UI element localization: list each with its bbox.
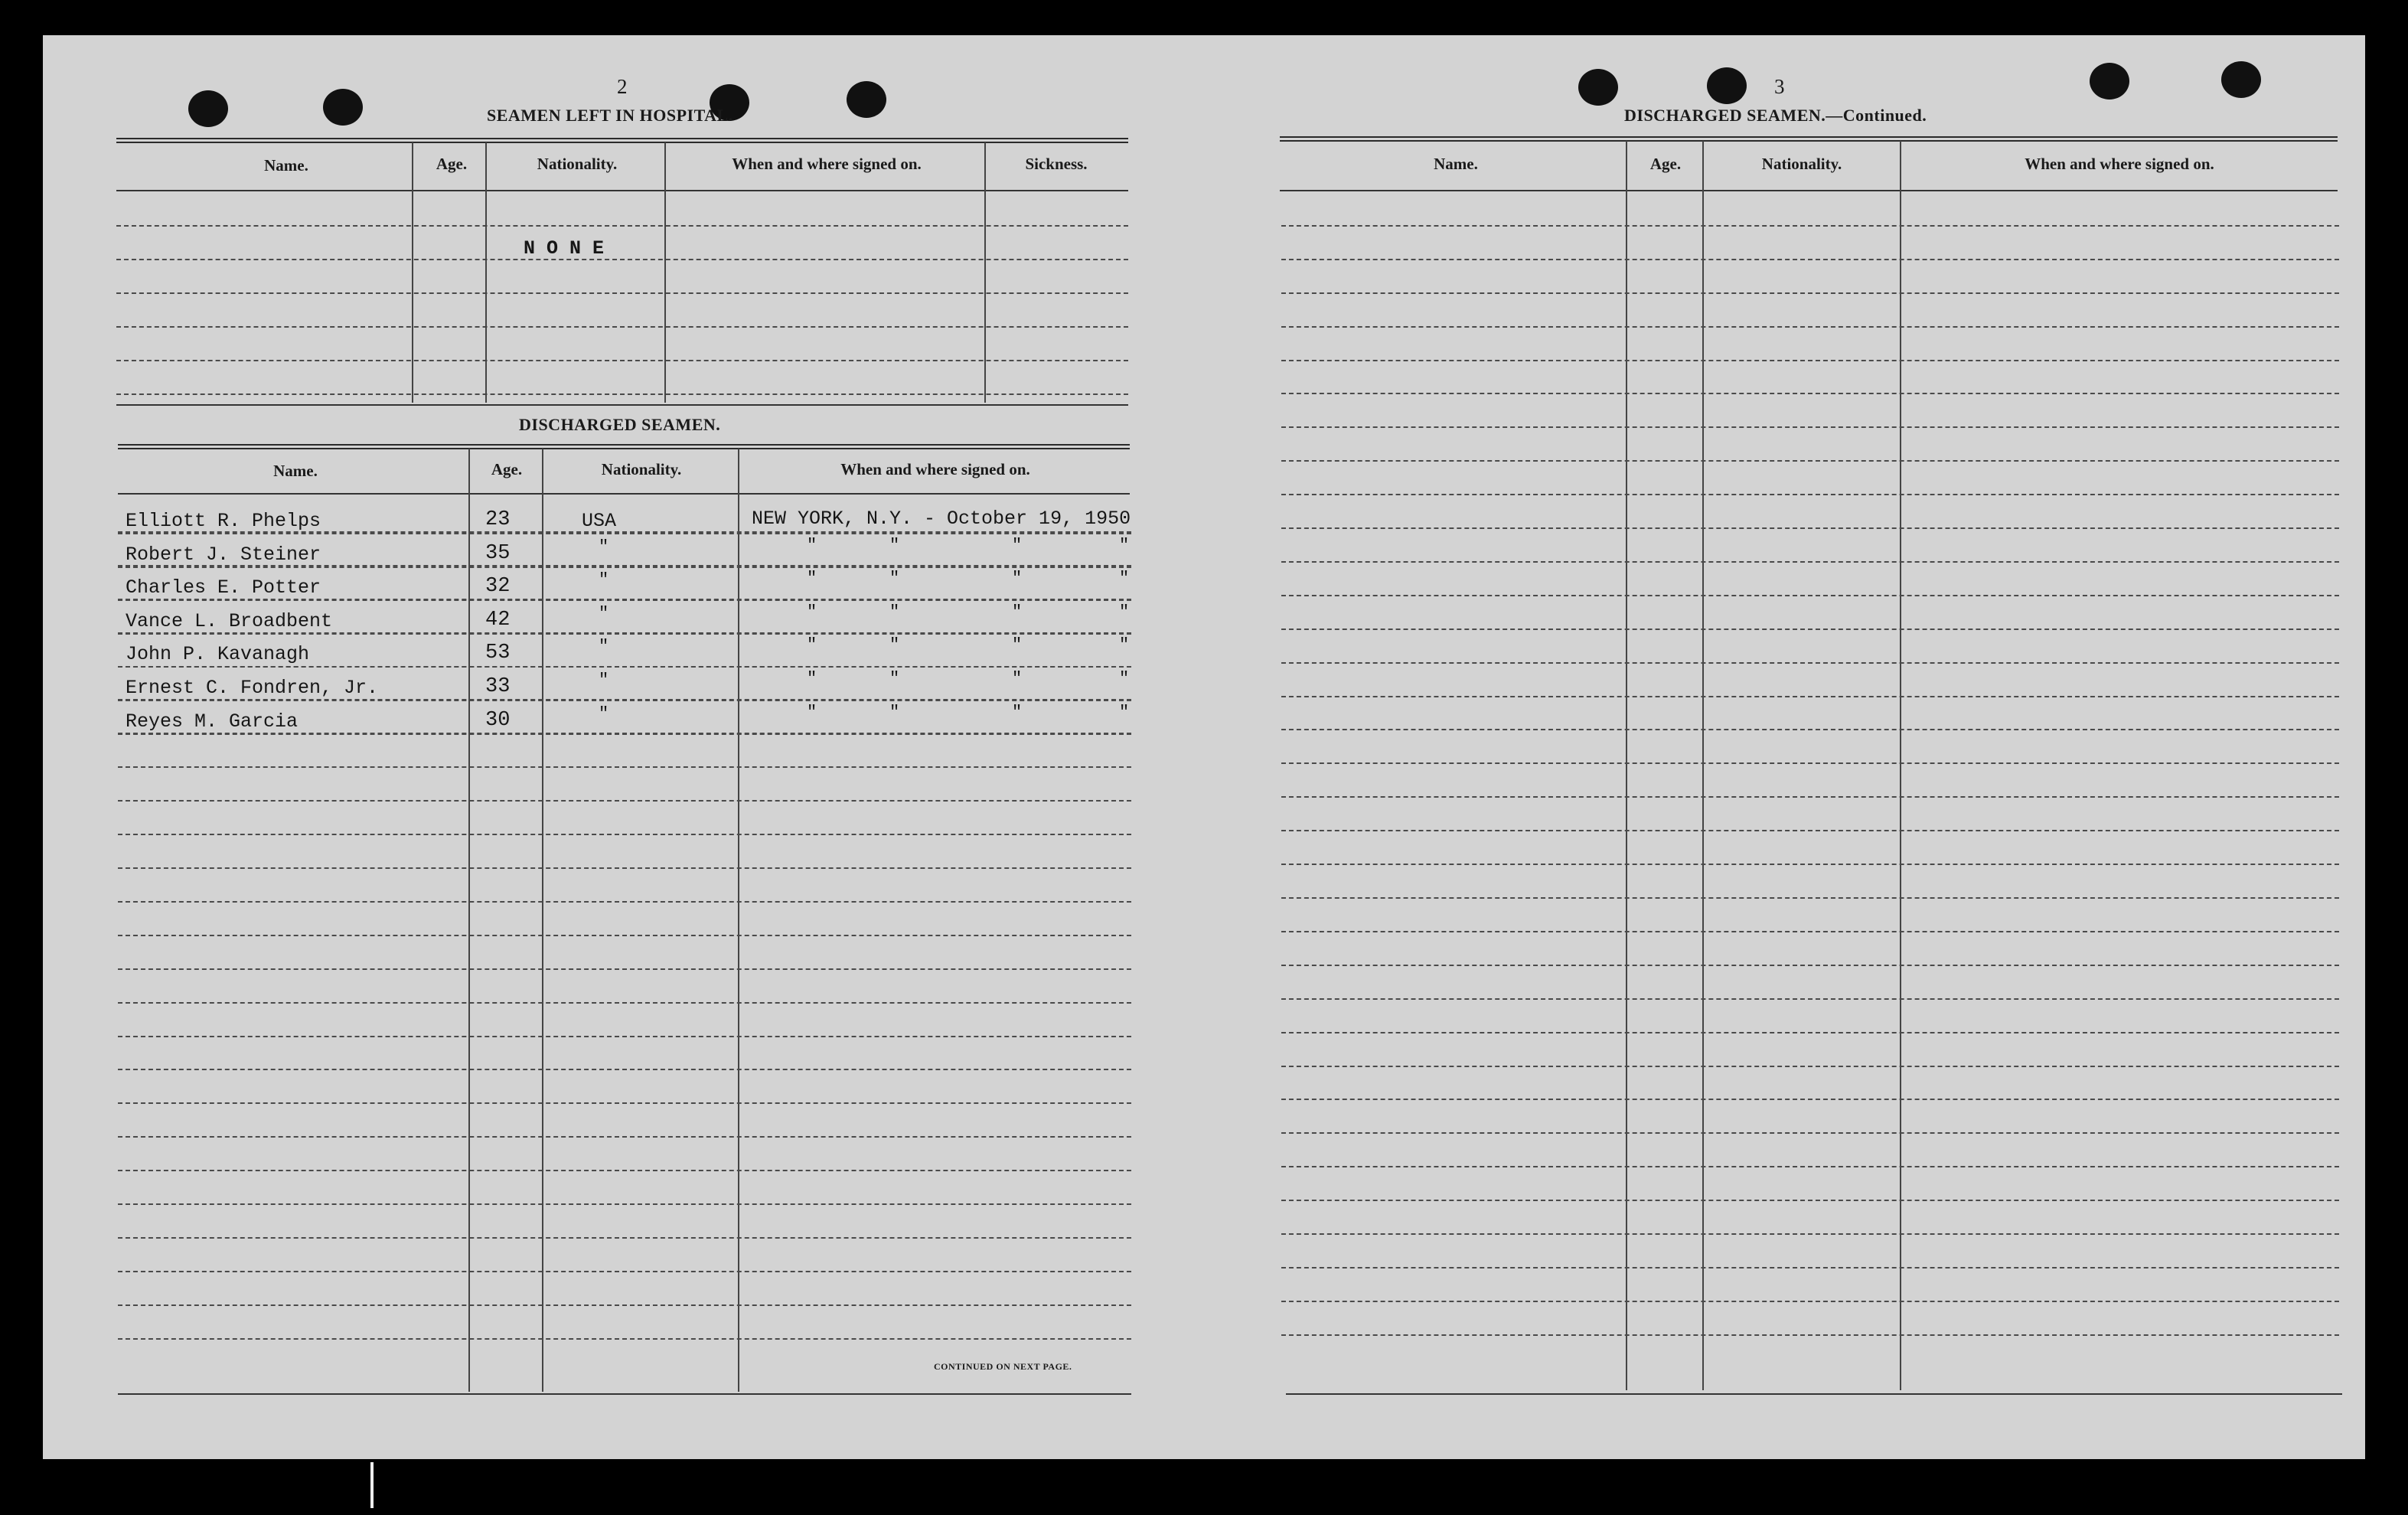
ditto-mark: " bbox=[1012, 569, 1023, 588]
ruled-line bbox=[1281, 796, 2339, 798]
ruled-line bbox=[1281, 1166, 2339, 1167]
ruled-line bbox=[118, 1304, 1131, 1306]
seaman-name: Charles E. Potter bbox=[126, 576, 321, 599]
ruled-line bbox=[1281, 897, 2339, 899]
ditto-mark: " bbox=[1119, 635, 1130, 655]
ruled-line bbox=[1281, 864, 2339, 865]
punch-hole bbox=[2221, 61, 2261, 98]
column-header-signed-on: When and where signed on. bbox=[2025, 155, 2214, 173]
seaman-age: 30 bbox=[485, 709, 511, 732]
ruled-line bbox=[1281, 998, 2339, 1000]
continued-note: CONTINUED ON NEXT PAGE. bbox=[934, 1361, 1072, 1372]
ruled-line bbox=[118, 1102, 1131, 1104]
ditto-mark: " bbox=[1119, 703, 1130, 722]
ruled-line bbox=[1281, 494, 2339, 495]
binding-mark bbox=[370, 1462, 374, 1508]
table-row bbox=[43, 569, 1145, 607]
seaman-nationality: " bbox=[599, 570, 609, 589]
ruled-line bbox=[118, 533, 1131, 534]
ruled-line bbox=[1281, 1233, 2339, 1235]
punch-hole bbox=[2090, 63, 2129, 100]
ditto-mark: " bbox=[889, 536, 900, 555]
seaman-nationality: " bbox=[599, 671, 609, 690]
ruled-line bbox=[1281, 259, 2339, 260]
ruled-line bbox=[1281, 326, 2339, 328]
ditto-mark: " bbox=[807, 703, 817, 722]
header-rule bbox=[118, 493, 1130, 495]
table-row bbox=[43, 536, 1145, 574]
seaman-age: 33 bbox=[485, 675, 511, 698]
double-rule bbox=[1280, 136, 2338, 142]
punch-hole bbox=[1578, 69, 1618, 106]
ruled-line bbox=[118, 834, 1131, 835]
ruled-line bbox=[118, 733, 1131, 735]
ditto-mark: " bbox=[807, 635, 817, 655]
seaman-name: John P. Kavanagh bbox=[126, 643, 310, 665]
ruled-line bbox=[116, 393, 1128, 395]
ruled-line bbox=[1281, 1032, 2339, 1033]
column-divider bbox=[664, 142, 666, 403]
page-number: 2 bbox=[617, 75, 628, 98]
ruled-line bbox=[1281, 1200, 2339, 1201]
ruled-line bbox=[1281, 225, 2339, 227]
ruled-line bbox=[1281, 931, 2339, 932]
ruled-line bbox=[1281, 696, 2339, 697]
ruled-line bbox=[118, 1203, 1131, 1205]
ditto-mark: " bbox=[1119, 669, 1130, 688]
ditto-mark: " bbox=[807, 602, 817, 622]
ruled-line bbox=[118, 800, 1131, 802]
double-rule bbox=[118, 444, 1130, 449]
column-header-signed-on: When and where signed on. bbox=[732, 155, 922, 173]
header-rule bbox=[1280, 190, 2338, 191]
ruled-line bbox=[1281, 1099, 2339, 1100]
bottom-rule bbox=[1286, 1393, 2342, 1395]
section-rule bbox=[116, 404, 1128, 406]
ruled-line bbox=[118, 867, 1131, 869]
ruled-line bbox=[1281, 1132, 2339, 1134]
ruled-line bbox=[116, 259, 1128, 260]
ruled-line bbox=[118, 1338, 1131, 1340]
column-divider bbox=[485, 142, 487, 403]
ditto-mark: " bbox=[1119, 602, 1130, 622]
seaman-nationality: " bbox=[599, 604, 609, 623]
ruled-line bbox=[118, 1036, 1131, 1037]
ditto-mark: " bbox=[1012, 669, 1023, 688]
double-rule bbox=[116, 138, 1128, 143]
seaman-age: 42 bbox=[485, 609, 511, 632]
ruled-line bbox=[116, 225, 1128, 227]
column-header-name: Name. bbox=[273, 462, 318, 480]
ditto-mark: " bbox=[889, 602, 900, 622]
column-header-age: Age. bbox=[491, 460, 523, 478]
ruled-line bbox=[118, 968, 1131, 970]
ditto-mark: " bbox=[1012, 536, 1023, 555]
ruled-line bbox=[1281, 292, 2339, 294]
column-header-sickness: Sickness. bbox=[1025, 155, 1088, 173]
column-header-name: Name. bbox=[1434, 155, 1478, 173]
ruled-line bbox=[1281, 629, 2339, 630]
column-header-age: Age. bbox=[1649, 155, 1682, 173]
ditto-mark: " bbox=[807, 669, 817, 688]
ditto-mark: " bbox=[807, 536, 817, 555]
bottom-rule bbox=[118, 1393, 1131, 1395]
ruled-line bbox=[118, 599, 1131, 601]
seaman-name: Reyes M. Garcia bbox=[126, 710, 299, 733]
seaman-nationality: " bbox=[599, 637, 609, 656]
column-divider bbox=[412, 142, 413, 403]
ruled-line bbox=[1281, 360, 2339, 361]
ruled-line bbox=[1281, 965, 2339, 966]
seaman-age: 53 bbox=[485, 642, 511, 664]
ruled-line bbox=[1281, 426, 2339, 428]
ledger-paper bbox=[43, 35, 2365, 1459]
seaman-age: 23 bbox=[485, 508, 511, 531]
column-header-name: Name. bbox=[264, 156, 308, 175]
column-header-nationality: Nationality. bbox=[1761, 155, 1842, 173]
header-rule bbox=[116, 190, 1128, 191]
ruled-line bbox=[118, 935, 1131, 936]
ruled-line bbox=[1281, 1066, 2339, 1067]
ruled-line bbox=[118, 901, 1131, 903]
ruled-line bbox=[1281, 1301, 2339, 1302]
ruled-line bbox=[1281, 527, 2339, 529]
ruled-line bbox=[1281, 762, 2339, 764]
ruled-line bbox=[1281, 830, 2339, 831]
seaman-age: 32 bbox=[485, 575, 511, 598]
ruled-line bbox=[1281, 1267, 2339, 1268]
ditto-mark: " bbox=[889, 669, 900, 688]
column-divider bbox=[1702, 141, 1704, 1390]
ruled-line bbox=[1281, 662, 2339, 664]
seaman-age: 35 bbox=[485, 542, 511, 565]
ruled-line bbox=[118, 666, 1131, 668]
ditto-mark: " bbox=[1012, 602, 1023, 622]
ruled-line bbox=[1281, 393, 2339, 394]
ruled-line bbox=[118, 1136, 1131, 1138]
seaman-name: Elliott R. Phelps bbox=[126, 510, 321, 532]
seaman-name: Ernest C. Fondren, Jr. bbox=[126, 677, 379, 699]
ruled-line bbox=[1281, 595, 2339, 596]
seaman-nationality: " bbox=[599, 704, 609, 723]
hospital-entry: N O N E bbox=[524, 237, 605, 260]
column-header-nationality: Nationality. bbox=[537, 155, 618, 173]
ditto-mark: " bbox=[1119, 569, 1130, 588]
ruled-line bbox=[116, 326, 1128, 328]
ditto-mark: " bbox=[889, 703, 900, 722]
table-row bbox=[43, 669, 1145, 707]
ruled-line bbox=[1281, 460, 2339, 462]
ditto-mark: " bbox=[1119, 536, 1130, 555]
column-header-signed-on: When and where signed on. bbox=[840, 460, 1030, 478]
ditto-mark: " bbox=[807, 569, 817, 588]
ruled-line bbox=[1281, 1334, 2339, 1336]
seaman-nationality: " bbox=[599, 537, 609, 557]
column-divider bbox=[1626, 141, 1627, 1390]
punch-hole bbox=[1707, 67, 1747, 104]
ruled-line bbox=[118, 766, 1131, 768]
punch-hole bbox=[847, 81, 886, 118]
column-divider bbox=[1900, 141, 1901, 1390]
ruled-line bbox=[118, 633, 1131, 635]
seaman-name: Vance L. Broadbent bbox=[126, 610, 333, 632]
ruled-line bbox=[1281, 561, 2339, 563]
column-header-nationality: Nationality. bbox=[601, 460, 682, 478]
ruled-line bbox=[116, 360, 1128, 361]
table-row bbox=[43, 510, 1145, 540]
ruled-line bbox=[118, 700, 1131, 701]
table-row bbox=[43, 635, 1145, 674]
ruled-line bbox=[116, 292, 1128, 294]
punch-hole bbox=[323, 89, 363, 126]
discharged-continued-title: DISCHARGED SEAMEN.—Continued. bbox=[1624, 106, 1927, 125]
ditto-mark: " bbox=[889, 569, 900, 588]
ruled-line bbox=[118, 1170, 1131, 1171]
ruled-line bbox=[118, 1002, 1131, 1004]
column-header-age: Age. bbox=[436, 155, 468, 173]
ditto-mark: " bbox=[1012, 635, 1023, 655]
table-row bbox=[43, 703, 1145, 741]
ditto-mark: " bbox=[889, 635, 900, 655]
ruled-line bbox=[118, 1237, 1131, 1239]
seaman-nationality: USA bbox=[582, 510, 617, 532]
table-row bbox=[43, 602, 1145, 641]
signed-on-place-date: NEW YORK, N.Y. - October 19, 1950 bbox=[752, 508, 1131, 530]
discharged-section-title: DISCHARGED SEAMEN. bbox=[519, 415, 721, 434]
ruled-line bbox=[118, 1069, 1131, 1070]
page-number: 3 bbox=[1774, 75, 1785, 98]
ruled-line bbox=[118, 566, 1131, 568]
column-divider bbox=[984, 142, 986, 403]
ruled-line bbox=[1281, 729, 2339, 730]
seaman-name: Robert J. Steiner bbox=[126, 544, 321, 566]
hospital-section-title: SEAMEN LEFT IN HOSPITAL. bbox=[487, 106, 733, 125]
punch-hole bbox=[188, 90, 228, 127]
ruled-line bbox=[118, 1271, 1131, 1272]
ditto-mark: " bbox=[1012, 703, 1023, 722]
